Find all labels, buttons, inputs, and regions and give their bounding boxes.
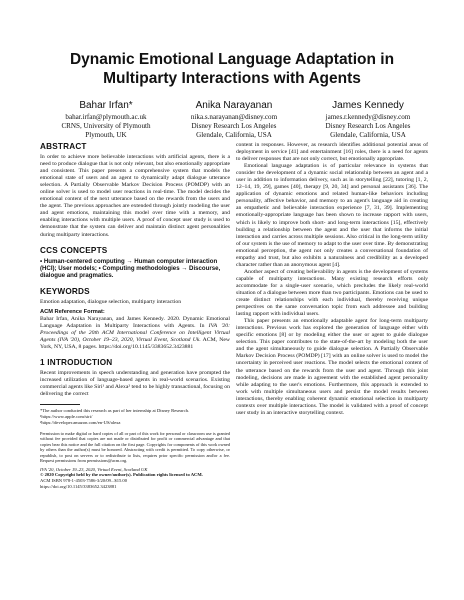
acm-ref-venue: IVA '20: Proceedings of the 20th ACM International Conference on Intelligent Virtual Agents (IVA '20), October 19–23, 2020, Virtual Event, Scotland Uk. bbox=[40, 322, 230, 344]
body-paragraph-2: Emotional language adaptation is of particular relevance in systems that consider the development of a dynamic social relationship between an agent and a user in addition to information delivery, such as in storytelling [22], tutoring [1, 2, 12–14, 19, 29], games [40], therapy [9, 20, 34] and personal assistants [36]. The application of dynamic emotions and related human-like behaviors including personality, affective behavior, and memory to an agent's language aid in creating an empathetic and believable interaction experience [7, 31, 39]. Implementing emotionally-appropriate language has been shown to increase rapport with users, which is likely to improve both short- and long-term interactions [15], effectively building a relationship between the agent and the user that informs the initial interaction and carries across multiple sessions. Also critical in the long-term utility of our system is the use of memory to adapt to the user over time. By demonstrating emotional perception, the agent not only creates a conversational foundation of empathy and trust, but also exhibits a naturalness and credibility as a developed character rather than an anonymous agent [4]. bbox=[236, 163, 428, 268]
author-email[interactable]: nika.s.narayanan@disney.com bbox=[190, 113, 278, 121]
keywords-text: Emotion adaptation, dialogue selection, multiparty interaction bbox=[40, 298, 182, 305]
author-name: Bahar Irfan* bbox=[79, 100, 133, 111]
paper-title: Dynamic Emotional Language Adaptation in Multiparty Interactions with Agents bbox=[69, 51, 395, 87]
footnote-2[interactable]: ¹https://www.apple.com/siri/ bbox=[40, 414, 93, 420]
body-paragraph-3: Another aspect of creating believability in agents is the development of systems capable of multiparty interactions. Many existing research efforts only accommodate for a single-user scenario, which precludes the likely real-world situation of a dialogue between more than two participants. Emotions can be used to create distinct relationships with each individual, thereby receiving unique perspectives on the same conversation topic from each addressee and building lasting rapport with individual users. bbox=[236, 268, 428, 318]
acm-ref-heading: ACM Reference Format: bbox=[40, 308, 105, 315]
author-email[interactable]: bahar.irfan@plymouth.ac.uk bbox=[65, 113, 147, 121]
abstract-text: In order to achieve more believable interactions with artificial agents, there is a need to produce dialogue that is not only relevant, but also emotionally appropriate and consistent. This paper presents a comprehensive system that models the emotional state of users and an agent to dynamically adapt dialogue utterance selection. A Partially Observable Markov Decision Process (POMDP) with an online solver is used to model user reactions in real-time. The model decides the emotional content of the next utterance based on the rewards from the users and the agent. The previous approaches are extended through jointly modeling the user and agent emotions, maintaining this model over time with a memory, and enabling interactions with multiple users. A proof of concept user study is used to demonstrate that the system can deliver and maintain distinct agent personalities during multiparty interactions. bbox=[40, 154, 230, 238]
copyright-line: © 2020 Copyright held by the owner/author(s). Publication rights licensed to ACM. bbox=[40, 472, 203, 478]
author-location: Glendale, California, USA bbox=[196, 130, 272, 139]
keywords-heading: KEYWORDS bbox=[40, 286, 90, 296]
author-block-3 bbox=[300, 100, 436, 139]
right-column bbox=[236, 142, 428, 417]
acm-ref-tail[interactable]: ACM, New York, NY, USA, 8 pages. https://doi.org/10.1145/3383652.3423881 bbox=[40, 337, 230, 351]
author-affiliation: CRNS, University of Plymouth bbox=[61, 121, 151, 130]
permission-notice: Permission to make digital or hard copies of all or part of this work for personal or classroom use is granted without fee provided that copies are not made or distributed for profit or commercial advantage and that copies bear this notice and the full citation on the first page. Copyrights for components of this work owned by others than the author(s) must be honored. Abstracting with credit is permitted. To copy otherwise, or republish, to post on servers or to redistribute to lists, requires prior specific permission and/or a fee. Request permissions from permissions@acm.org. bbox=[40, 430, 230, 464]
author-name: James Kennedy bbox=[332, 100, 404, 111]
footnote-rule bbox=[40, 404, 80, 405]
author-location: Plymouth, UK bbox=[85, 130, 127, 139]
acm-ref-authors: Bahar Irfan, Anika Narayanan, and James Kennedy. 2020. Dynamic Emotional Language Adaptation in Multiparty Interactions with Agents. In bbox=[40, 315, 230, 329]
conference-line: IVA '20, October 19–23, 2020, Virtual Event, Scotland UK bbox=[40, 466, 148, 472]
left-column bbox=[40, 142, 230, 490]
author-email[interactable]: james.r.kennedy@disney.com bbox=[325, 113, 411, 121]
author-block-1 bbox=[36, 100, 176, 139]
acm-reference bbox=[40, 316, 230, 351]
author-name: Anika Narayanan bbox=[195, 100, 273, 111]
isbn-line: ACM ISBN 978-1-4503-7586-3/20/09...$15.00 bbox=[40, 478, 128, 484]
footnote-3[interactable]: ²https://developer.amazon.com/en-US/alexa bbox=[40, 419, 121, 425]
intro-paragraph: Recent improvements in speech understanding and generation have prompted the increased utilization of language-based agents in real-world scenarios. Existing commercial agents like Siri¹ and Alexa² tend to be highly transactional, focusing on delivering the correct bbox=[40, 370, 230, 398]
author-affiliation: Disney Research Los Angeles bbox=[191, 121, 277, 130]
ccs-heading: CCS CONCEPTS bbox=[40, 245, 108, 255]
footnote-1: *The author conducted this research as part of her internship at Disney Research. bbox=[40, 408, 190, 414]
intro-heading: 1 INTRODUCTION bbox=[40, 358, 113, 368]
author-location: Glendale, California, USA bbox=[330, 130, 406, 139]
ccs-text: • Human-centered computing → Human computer interaction (HCI); User models; • Computing methodologies → Discourse, dialogue and pragmatics. bbox=[40, 257, 221, 280]
body-paragraph-1: content in responses. However, as research identifies additional potential areas of deployment in service [41] and entertainment [16] roles, there is a need for agents to deliver responses that are not only correct, but emotionally appropriate. bbox=[236, 142, 428, 163]
body-paragraph-4: This paper presents an emotionally adaptable agent for long-term multiparty interactions. Previous work has explored the generation of language either with specific emotions [8] or by modeling either the user or agent to guide dialogue selection. This paper contributes to the state-of-the-art by modeling both the user and the agent simultaneously to guide dialogue selection. A Partially Observable Markov Decision Process (POMDP) [17] with an online solver is used to model the uncertainty in perceived user reactions. The model selects the emotional content of the utterance based on the rewards from the user and agent. Through this joint modeling, decisions are made in agreement with the established agent personality while adapting to the user's emotions. Furthermore, this approach is extended to work with multiple simultaneous users and persist the model results between interactions, thereby enabling coherent dynamic emotional selection in multiparty contexts over multiple interactions. The model is validated with a proof of concept user study in an interactive storytelling context. bbox=[236, 318, 428, 416]
author-block-2 bbox=[166, 100, 302, 139]
doi-line[interactable]: https://doi.org/10.1145/3383652.3423881 bbox=[40, 484, 117, 490]
author-affiliation: Disney Research Los Angeles bbox=[325, 121, 411, 130]
abstract-heading: ABSTRACT bbox=[40, 142, 87, 151]
